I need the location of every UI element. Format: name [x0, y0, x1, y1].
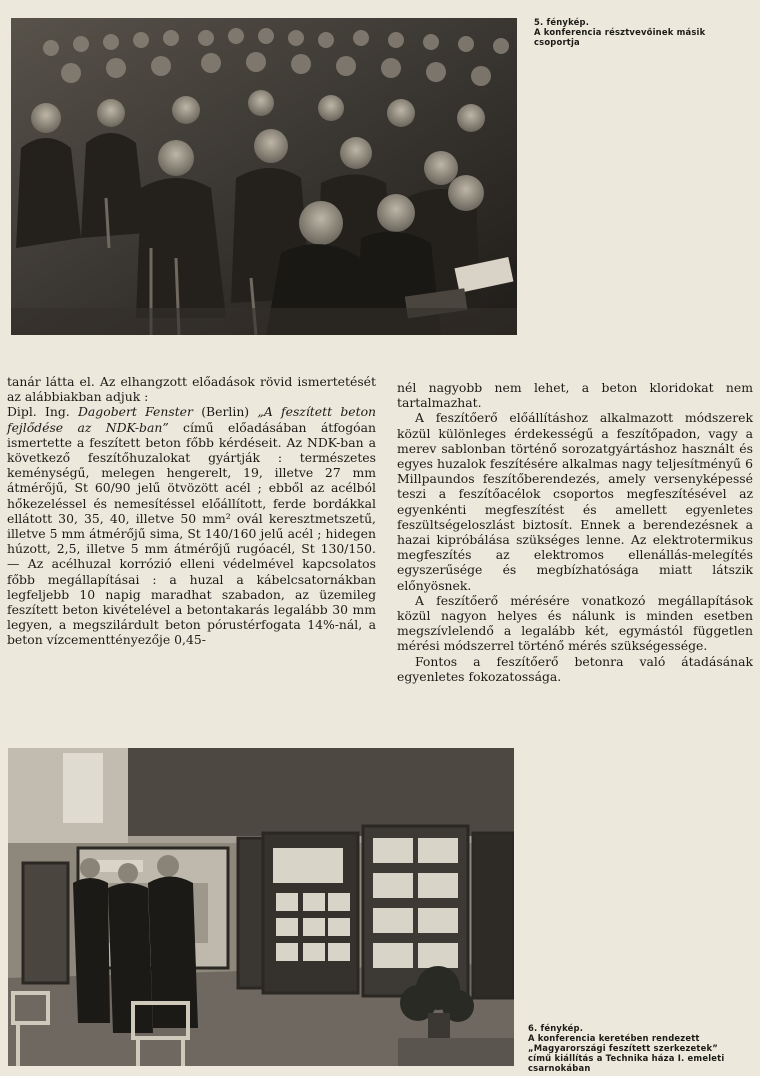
author-city: (Berlin) — [192, 404, 258, 420]
conference-audience-photo — [11, 18, 517, 335]
caption-text: A konferencia résztvevőinek másik — [534, 27, 706, 37]
photo-caption-6 — [528, 1023, 756, 1073]
author-prefix: Dipl. Ing. — [7, 404, 78, 420]
paragraph: nél nagyobb nem lehet, a beton kloridokat nem tartalmazhat. — [397, 380, 753, 411]
paragraph: A feszítőerő előállításhoz alkalmazott módszerek közül különleges érdekességű a feszítőpadon, vagy a merev sablonban történő sorozatgyártáshoz használt és egyes huzalok feszítésére alkalmas nagy teljesítményű 6 Millpaundos feszítőberendezés, amely versenyképessé teszi a feszítőacélok csoportos megfeszítésével az egyenkénti megfeszítést és amellett egyenletes feszültségeloszlást biztosít. Ennek a berendezésnek a hazai kipróbálása szükséges lenne. Az elektrotermikus megfeszítés az elektromos ellenállás-melegítés egyszerűsége és megbízhatósága miatt látszik előnyösnek. — [397, 410, 753, 593]
caption-text: csoportja — [534, 37, 580, 47]
lecture-title: „A feszített beton fejlődése az NDK-ban” — [7, 404, 377, 435]
paragraph — [7, 404, 376, 647]
caption-text: „Magyarországi feszített szerkezetek” — [528, 1043, 718, 1053]
article-left-column — [7, 374, 376, 648]
author-name: Dagobert Fenster — [77, 404, 193, 420]
article-right-column — [397, 380, 753, 684]
caption-text: A konferencia keretében rendezett — [528, 1033, 700, 1043]
exhibition-hall-photo — [8, 748, 514, 1066]
caption-text: csarnokában — [528, 1063, 591, 1073]
paragraph: Fontos a feszítőerő betonra való átadásának egyenletes fokozatossága. — [397, 653, 753, 684]
paragraph: A feszítőerő mérésére vonatkozó megállapítások közül nagyon helyes és nálunk is minden esetben megszívlelendő a legalább két, egymástól független mérési módszerrel történő mérés szükségessége. — [397, 592, 753, 654]
photo-caption-5 — [534, 17, 744, 47]
caption-text: című kiállítás a Technika háza I. emeleti — [528, 1053, 725, 1063]
paragraph: tanár látta el. Az elhangzott előadások rövid ismertetését az alábbiakban adjuk : — [7, 374, 376, 405]
caption-number: 6. fénykép. — [528, 1023, 584, 1033]
paragraph-body: című előadásában átfogóan ismertette a feszített beton főbb kérdéseit. Az NDK-ban a következő feszítőhuzalokat gyártják : természetes keménységű, melegen hengerelt, 19, illetve 27 mm átmérőjű, St 60/90 jelű ötvözött acél ; ebből az acélból hőkezeléssel és nemesítéssel előállított, ferde bordákkal ellátott 30, 35, 40, illetve 50 mm² ovál keresztmetszetű, illetve 5 mm átmérőjű sima, St 140/160 jelű acél ; hidegen húzott, 2,5, illetve 5 mm átmérőjű rugóacél, St 130/150. — Az acélhuzal korrózió elleni védelmével kapcsolatos főbb megállapításai : a huzal a kábelcsatornákban legfeljebb 10 napig maradhat szabadon, az üzemileg feszített beton kivételével a betontakarás legalább 30 mm legyen, a megszilárdult beton pórustérfogata 14%-nál, a beton vízcementtényezője 0,45- — [7, 419, 377, 648]
caption-number: 5. fénykép. — [534, 17, 590, 27]
